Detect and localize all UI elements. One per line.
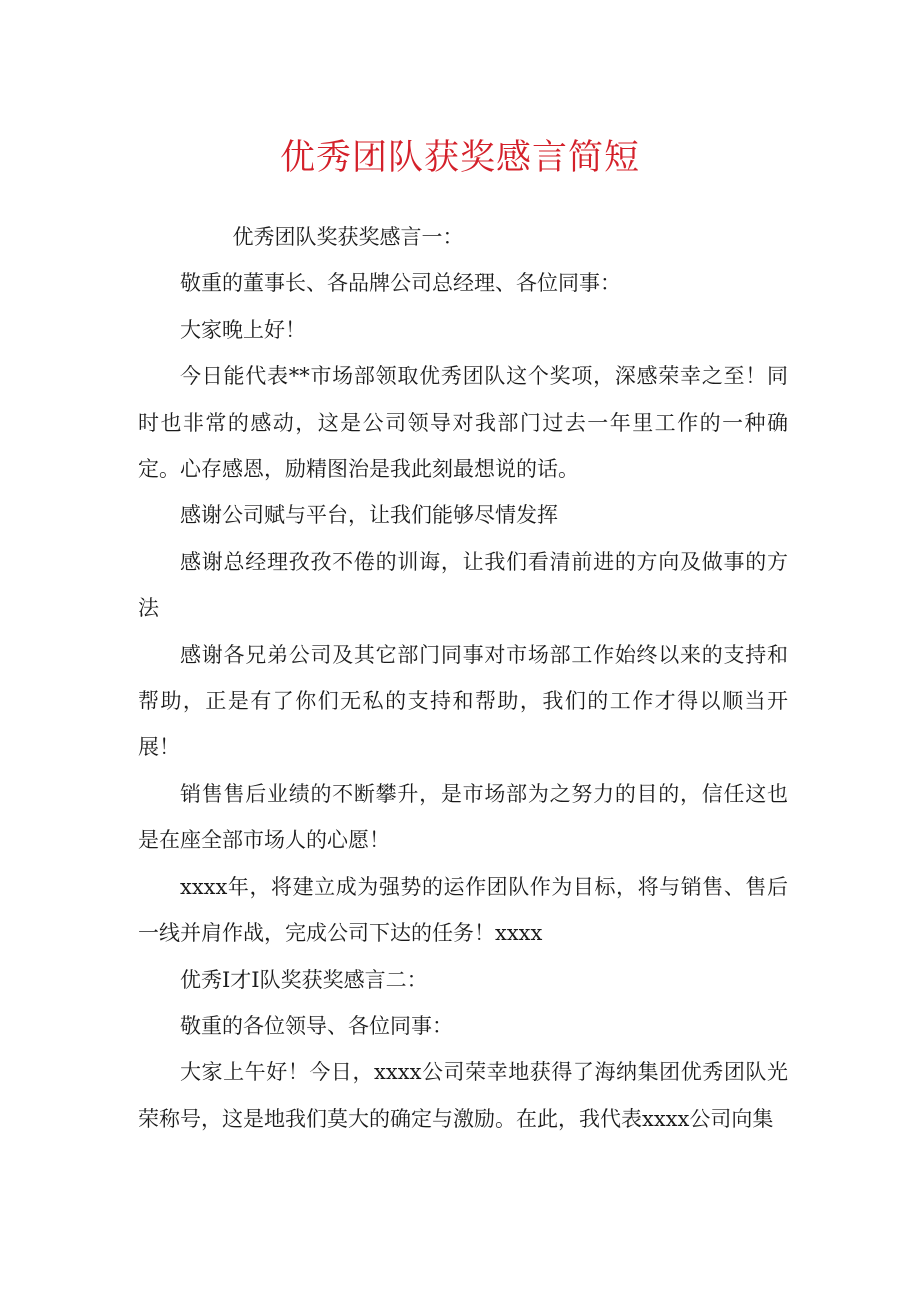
paragraph-performance: 销售售后业绩的不断攀升，是市场部为之努力的目的，信任这也是在座全部市场人的心愿！ bbox=[138, 781, 788, 853]
greeting-one: 大家晚上好！ bbox=[180, 317, 306, 342]
paragraph-thanks-manager: 感谢总经理孜孜不倦的训诲，让我们看清前进的方向及做事的方法 bbox=[138, 549, 788, 621]
paragraph-thanks-company: 感谢公司赋与平台，让我们能够尽情发挥 bbox=[180, 503, 558, 528]
section-heading-two: 优秀I才I队奖获奖感言二： bbox=[180, 967, 428, 992]
salutation-one: 敬重的董事长、各品牌公司总经理、各位同事： bbox=[180, 271, 621, 296]
document-body bbox=[138, 214, 788, 1142]
document-title: 优秀团队获奖感言简短 bbox=[279, 138, 640, 178]
section-heading-one: 优秀团队奖获奖感言一： bbox=[232, 225, 464, 249]
paragraph-goal: xxxx年，将建立成为强势的运作团队作为目标，将与销售、售后一线并肩作战，完成公司下达的任务！xxxx bbox=[138, 874, 788, 946]
paragraph-award-two: 大家上午好！今日，xxxx公司荣幸地获得了海纳集团优秀团队光荣称号，这是地我们莫大的确定与激励。在此，我代表xxxx公司向集 bbox=[138, 1060, 788, 1131]
paragraph-thanks-colleagues: 感谢各兄弟公司及其它部门同事对市场部工作始终以来的支持和帮助，正是有了你们无私的支持和帮助，我们的工作才得以顺当开展！ bbox=[138, 642, 788, 760]
paragraph-honor: 今日能代表**市场部领取优秀团队这个奖项，深感荣幸之至！同时也非常的感动，这是公司领导对我部门过去一年里工作的一种确定。心存感恩，励精图治是我此刻最想说的话。 bbox=[138, 364, 788, 482]
salutation-two: 敬重的各位领导、各位同事： bbox=[180, 1013, 453, 1038]
